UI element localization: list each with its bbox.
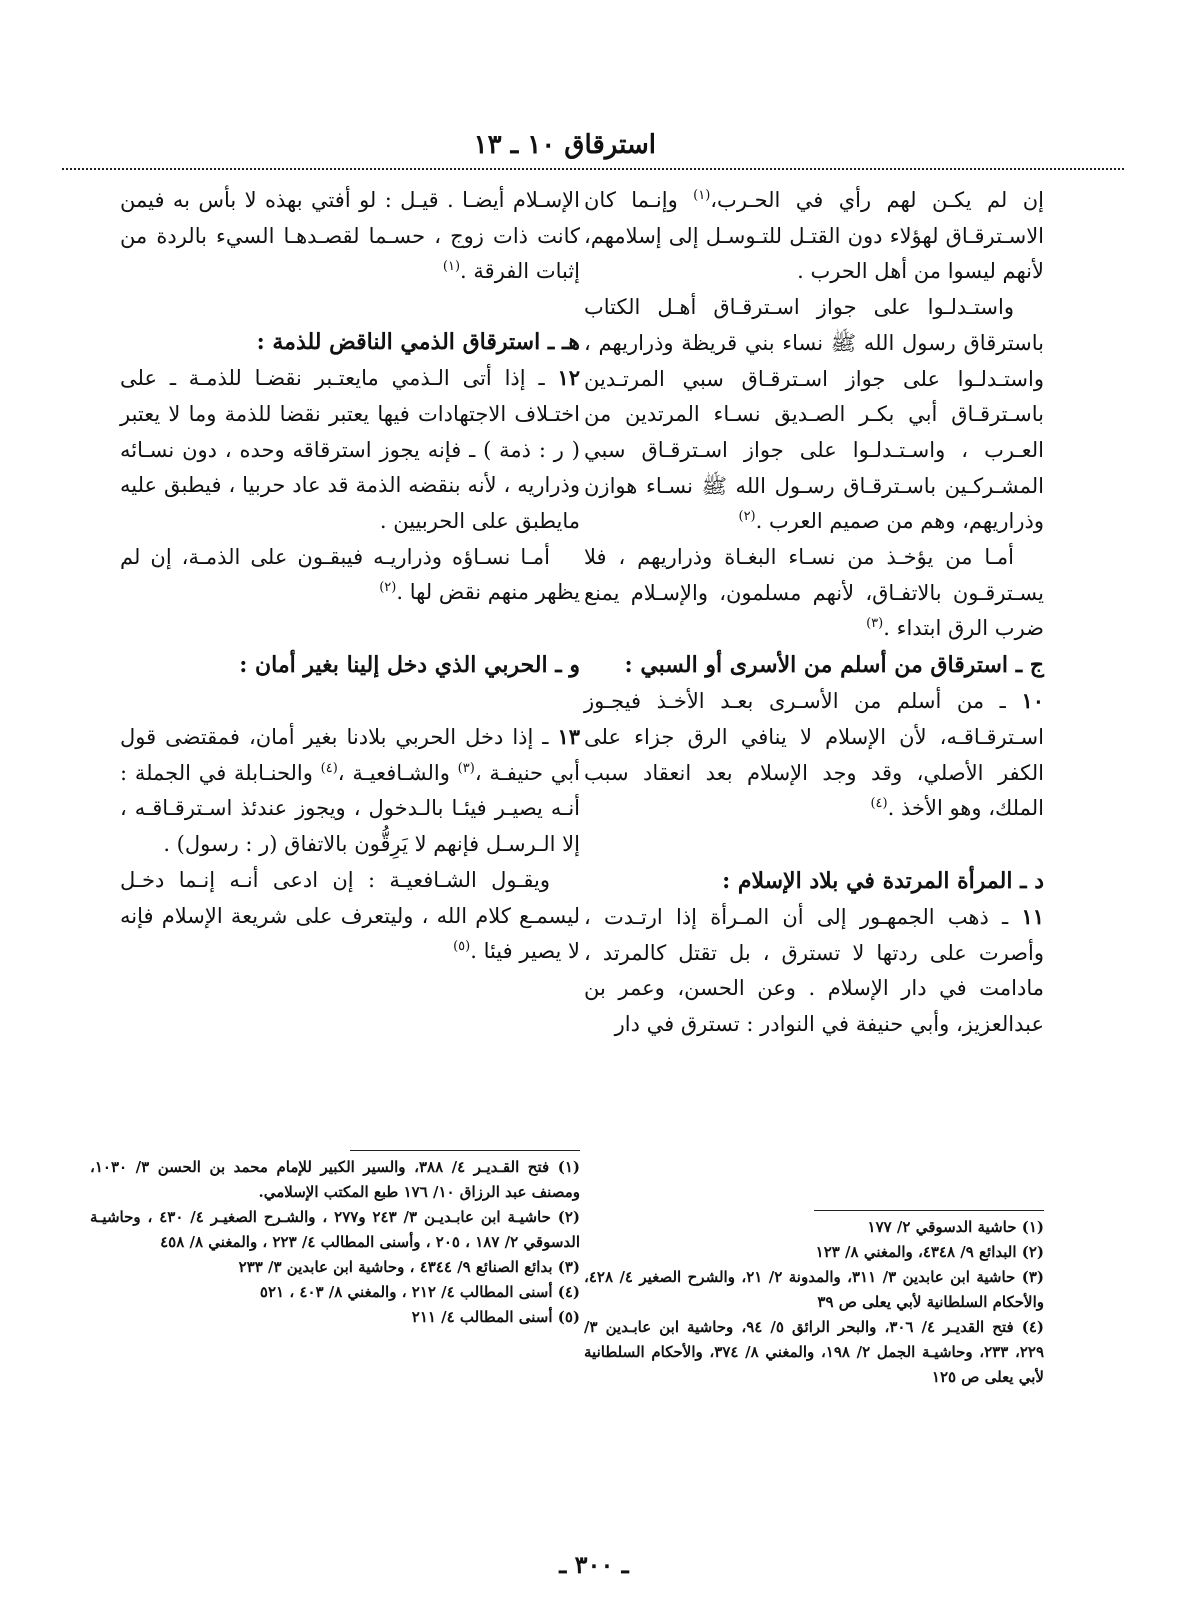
right-footnotes <box>584 1210 1044 1390</box>
paragraph-text: أمـا من يؤخـذ من نسـاء البغـاة وذراريهم ، فلا يسـترقـون بالاتفـاق، لأنهم مسلمون، والإسـلام يمنع ضرب الرق ابتداء . <box>584 545 1044 641</box>
footnote-ref: (١) <box>442 259 461 275</box>
footnote: (٢) حاشيـة ابن عابـديـن ٣/ ٢٤٣ و٢٧٧ ، والشـرح الصغيـر ٤/ ٤٣٠ ، وحاشيـة الدسوقي ٢/ ١٨٧ ، ٢٠٥ ، وأسنى المطالب ٤/ ٢٢٣ ، والمغني ٨/ ٤٥٨ <box>90 1208 581 1251</box>
footnote-rule <box>814 1210 1044 1211</box>
spacer <box>120 683 580 719</box>
paragraph <box>584 540 1044 647</box>
paragraph-text: ـ إذا دخل الحربي بلادنا بغير أمان، فمقتضى قول أبي حنيفـة ، <box>120 725 580 785</box>
paragraph <box>120 540 580 611</box>
footnote-rule <box>350 1150 580 1151</box>
spacer <box>120 611 580 647</box>
paragraph <box>584 899 1044 1043</box>
paragraph <box>584 183 1044 290</box>
paragraph-text: ويقـول الشـافعيـة : إن ادعى أنـه إنـما دخـل ليسمـع كلام الله ، وليتعرف على شريعة الإسلام فإنه لا يصير فيئا . <box>120 867 580 964</box>
paragraph-number: ١٣ <box>557 724 580 750</box>
spacer <box>120 290 580 324</box>
paragraph <box>584 290 1044 540</box>
footnote-ref: (٢) <box>379 580 397 596</box>
footnote-ref: (٣) <box>866 616 884 632</box>
section-heading: د ـ المرأة المرتدة في بلاد الإسلام : <box>722 867 1044 894</box>
paragraph <box>120 183 580 290</box>
footnote-ref: (٥) <box>453 939 471 955</box>
section-heading: ج ـ استرقاق من أسلم من الأسرى أو السبي : <box>624 652 1044 679</box>
paragraph-text: ـ من أسلم من الأسـرى بعـد الأخـذ فيجـوز اسـترقـاقـه، لأن الإسلام لا ينافي الرق جزاء على الكفر الأصلي، وقد وجد الإسلام بعد انعقاد سبب الملك، وهو الأخذ . <box>584 689 1044 821</box>
paragraph-text: أمـا نسـاؤه وذراريـه فيبقـون على الذمـة، إن لم يظهر منهم نقض لها . <box>120 544 580 605</box>
paragraph-text: إن لم يكـن لهم رأي في الحـرب، <box>710 188 1044 212</box>
footnote-ref: (٣) <box>457 760 475 776</box>
footnote-ref: (٢) <box>738 509 756 525</box>
section-heading: هـ ـ استرقاق الذمي الناقض للذمة : <box>256 329 580 356</box>
paragraph <box>120 360 580 540</box>
footnote: (٤) فتح القديـر ٤/ ٣٠٦، والبحر الرائق ٥/ ٩٤، وحاشية ابن عابـدين ٣/ ٢٢٩، ٢٣٣، وحاشيـة الجمل ٢/ ١٩٨، والمغني ٨/ ٣٧٤، والأحكام السلطانية لأبي يعلى ص ١٢٥ <box>584 1318 1044 1386</box>
spacer <box>584 827 1044 863</box>
footnote: (٢) البدائع ٩/ ٤٣٤٨، والمغني ٨/ ١٢٣ <box>815 1243 1044 1261</box>
page-header <box>62 128 1124 170</box>
footnote: (٣) بدائع الصنائع ٩/ ٤٣٤٤ ، وحاشية ابن عابدين ٣/ ٢٣٣ <box>238 1258 580 1276</box>
footnote-ref: (١) <box>693 188 711 203</box>
section-heading: و ـ الحربي الذي دخل إلينا بغير أمان : <box>239 652 580 679</box>
paragraph-text: والشـافعيـة ، <box>337 760 458 785</box>
footnote: (٤) أسنى المطالب ٤/ ٢١٢ ، والمغني ٨/ ٤٠٣ ، ٥٢١ <box>259 1283 580 1301</box>
footnote: (٥) أسنى المطالب ٤/ ٢١١ <box>411 1308 580 1326</box>
paragraph <box>584 683 1044 827</box>
right-column <box>584 183 1044 1043</box>
paragraph <box>120 863 580 970</box>
footnote: (٣) حاشية ابن عابدين ٣/ ٣١١، والمدونة ٢/ ٢١، والشرح الصغير ٤/ ٤٢٨، والأحكام السلطانية لأبي يعلى ص ٣٩ <box>584 1268 1045 1311</box>
paragraph-number: ١١ <box>1021 903 1044 929</box>
paragraph-text: واستـدلـوا على جواز اسـترقـاق أهـل الكتاب باسترقاق رسول الله ﷺ نساء بني قريظة وذراريهم ، واستـدلـوا على جواز اسـترقـاق سبي المرتـدين باسـترقـاق أبي بكـر الصـديق نسـاء المرتدين من العـرب ، واسـتـدلـوا على جواز اسـترقـاق سبي المشـركـين باسـترقـاق رسـول الله ﷺ نسـاء هوازن وذراريهم، وهم من صميم العرب . <box>584 295 1044 534</box>
footnote: (١) فتح القـديـر ٤/ ٣٨٨، والسير الكبير للإمام محمد بن الحسن ٣/ ١٠٣٠، ومصنف عبد الرزاق ١٠/ ١٧٦ طبع المكتب الإسلامي. <box>90 1158 581 1201</box>
footnote-ref: (٤) <box>320 760 338 776</box>
footnote-ref: (٤) <box>870 796 888 812</box>
paragraph-number: ١٠ <box>1021 688 1044 714</box>
paragraph-text: والحنـابلة في الجملة : أنـه يصيـر فيئـا بالـدخول ، ويجوز عندئذ اسـترقـاقـه ، إلا الـرسـل فإنهم لا يَرِقُّون بالاتفاق (ر : رسول) . <box>120 760 580 857</box>
paragraph-text: وإنـما كان الاسـترقـاق لهؤلاء دون القتـل للتـوسـل إلى إسلامهم، لأنهم ليسوا من أهل الحرب . <box>584 188 1044 284</box>
header-dotted-rule <box>62 168 1124 170</box>
paragraph-text: ـ إذا أتى الـذمي مايعتـبر نقضـا للذمـة ـ على اختـلاف الاجتهادات فيها يعتبر نقضا للذمة وما لا يعتبر ( ر : ذمة ) ـ فإنه يجوز استرقاقه وحده ، دون نسـائه وذراريه ، لأنه بنقضه الذمة قد عاد حربيا ، فيطبق عليه مايطبق على الحربيين . <box>120 366 580 533</box>
footnote: (١) حاشية الدسوقي ٢/ ١٧٧ <box>867 1218 1044 1236</box>
page-number: ـ ٣٠٠ ـ <box>559 1550 629 1579</box>
paragraph-number: ١٢ <box>557 365 580 391</box>
paragraph-text: الإسـلام أيضـا . قيـل : لو أفتي بهذه لا بأس به فيمن كانت ذات زوج ، حسـما لقصـدهـا السيء بالردة من إثبات الفرقة . <box>120 188 580 284</box>
left-column <box>120 183 580 970</box>
paragraph <box>120 719 580 863</box>
paragraph-text: ـ ذهب الجمهـور إلى أن المـرأة إذا ارتـدت ، وأصرت على ردتها لا تسترق ، بل تقتل كالمرتد ، مادامت في دار الإسلام . وعن الحسن، وعمر بن عبدالعزيز، وأبي حنيفة في النوادر : تسترق في دار <box>584 904 1044 1037</box>
running-title: استرقاق ١٠ ـ ١٣ <box>473 130 656 160</box>
left-footnotes <box>90 1150 580 1330</box>
